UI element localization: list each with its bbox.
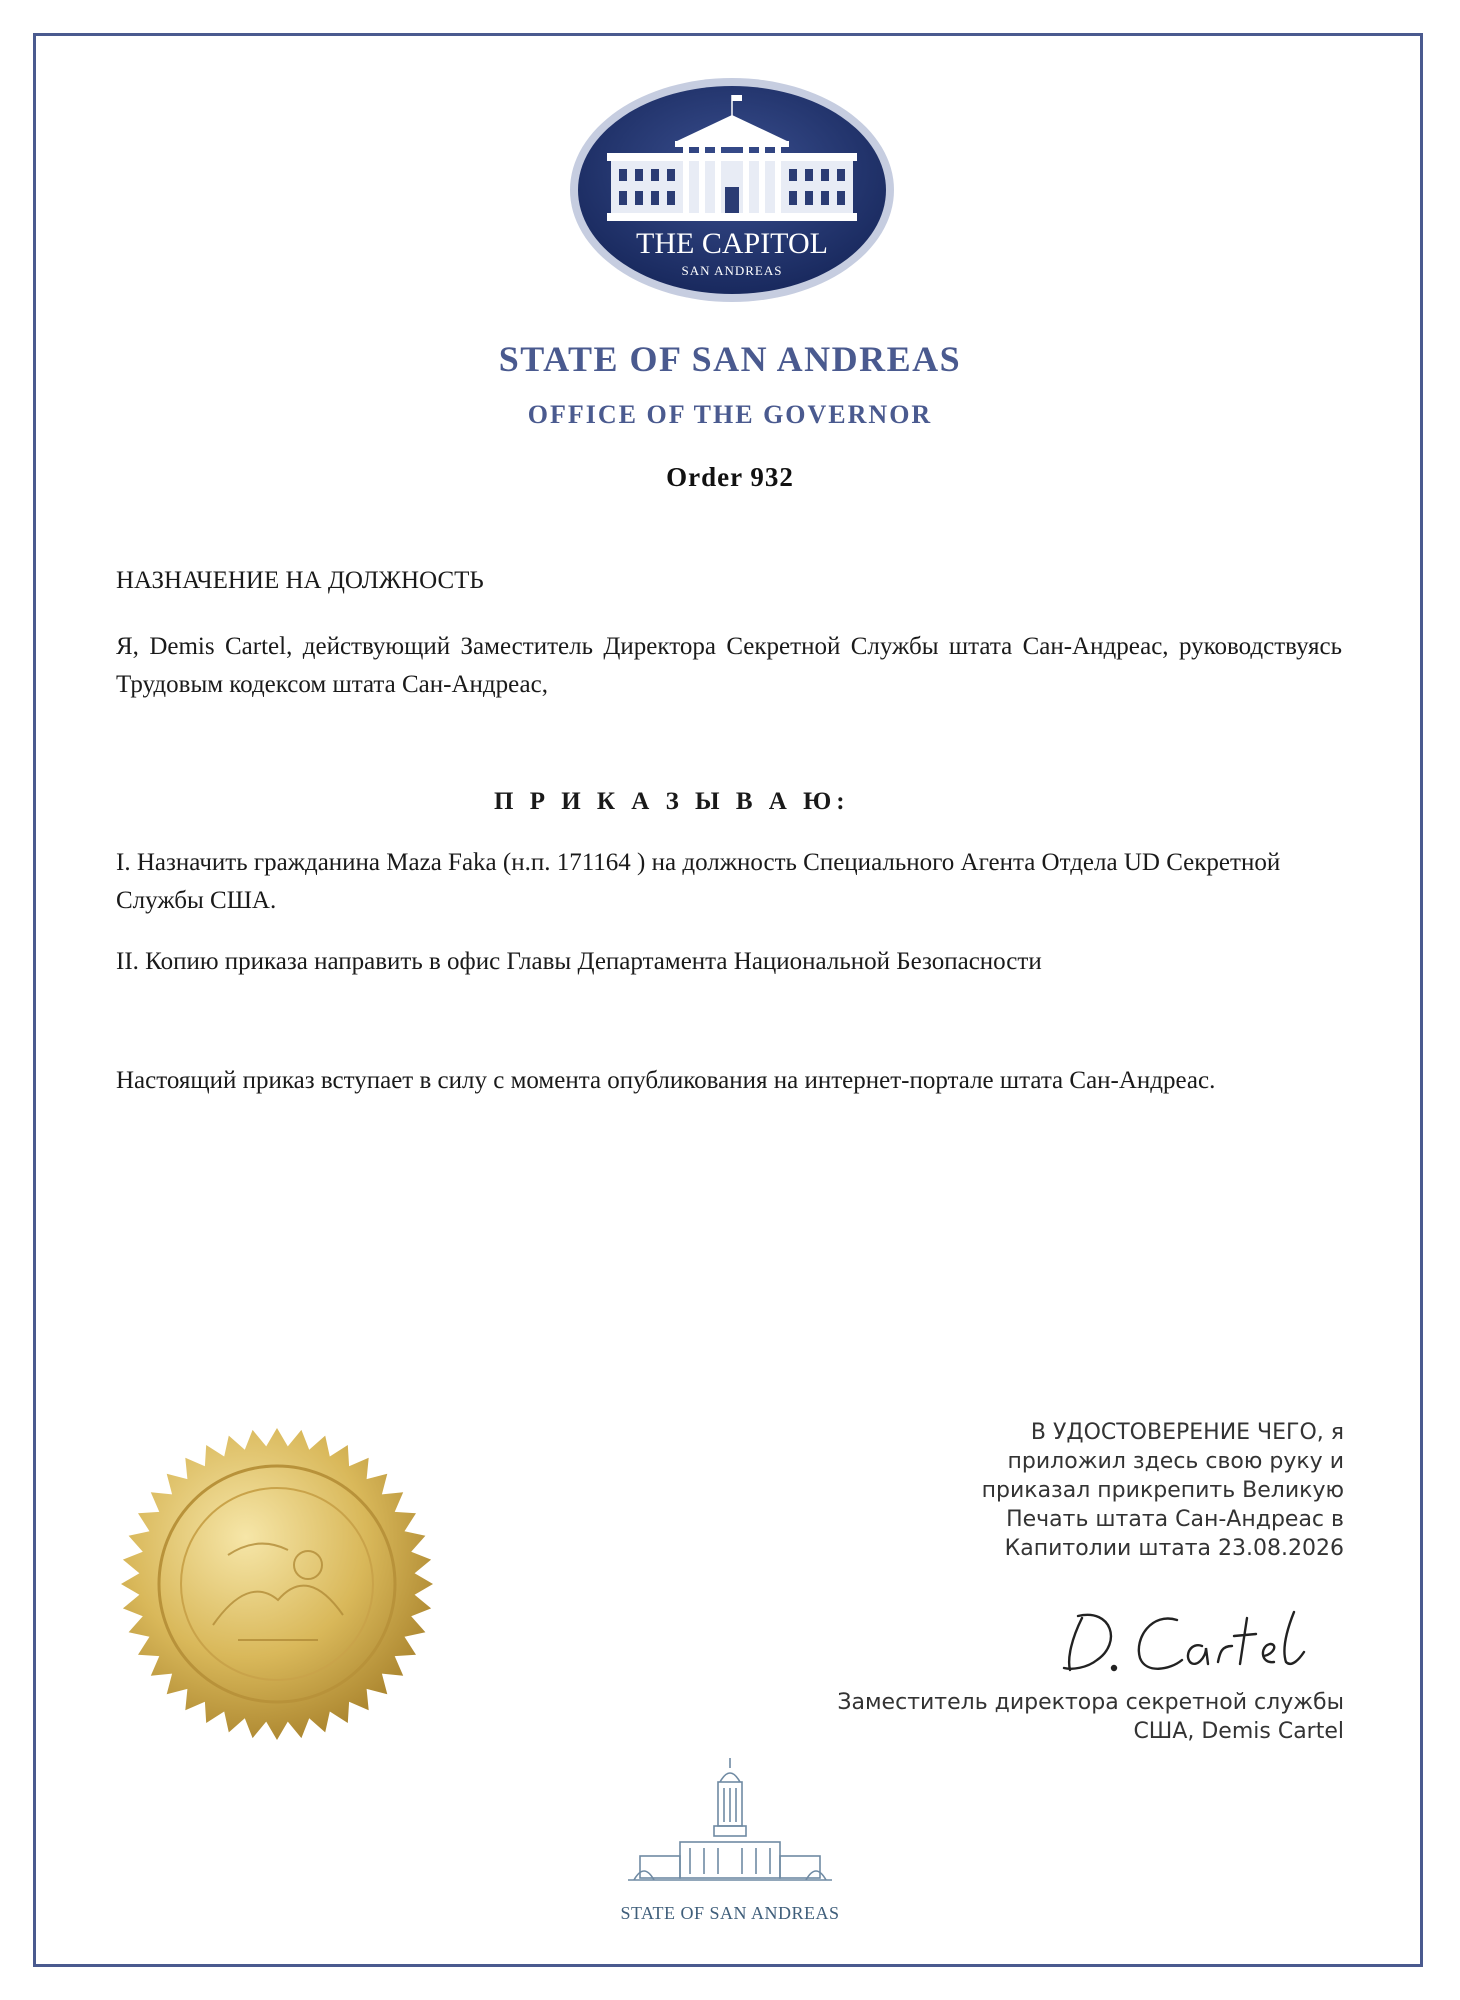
logo-location: SAN ANDREAS [681,263,783,278]
intro-paragraph: Я, Demis Cartel, действующий Заместитель Директора Секретной Службы штата Сан-Андреас, руководствуясь Трудовым кодексом штата Сан-Андреас, [116,633,1342,698]
emblem-caption: STATE OF SAN ANDREAS [620,1903,840,1923]
signer-line: Заместитель директора секретной службы [837,1690,1344,1715]
attestation-text [824,1418,1344,1563]
logo-name: THE CAPITOL [636,227,828,260]
order-subject: НАЗНАЧЕНИЕ НА ДОЛЖНОСТЬ [116,567,484,594]
gold-seal-icon [118,1425,436,1743]
gold-seal [118,1425,436,1743]
signature [1042,1598,1342,1688]
order-item-2: II. Копию приказа направить в офис Главы Департамента Национальной Безопасности [116,948,1042,975]
attestation-line: Печать штата Сан-Андреас в [1006,1507,1344,1532]
effect-paragraph: Настоящий приказ вступает в силу с момента опубликования на интернет-портале штата Сан-Андреас. [116,1067,1216,1094]
state-capitol-tower-icon [620,1752,840,1902]
attestation-line: Капитолии штата 23.08.2026 [1004,1536,1344,1561]
signature-icon [1042,1598,1342,1688]
decree-heading: П Р И К А З Ы В А Ю: [494,788,850,815]
capitol-building-icon [567,75,897,305]
attestation-line: приложил здесь свою руку и [1007,1449,1344,1474]
office-heading: OFFICE OF THE GOVERNOR [527,400,933,429]
capitol-logo [567,75,897,305]
order-item-1: I. Назначить гражданина Maza Faka (н.п. 171164 ) на должность Специального Агента Отдела UD Секретной Службы США. [116,849,1281,914]
signer-title [704,1688,1344,1746]
state-heading: STATE OF SAN ANDREAS [498,339,962,379]
signer-line: США, Demis Cartel [1133,1719,1344,1744]
attestation-line: приказал прикрепить Великую [981,1478,1344,1503]
attestation-line: В УДОСТОВЕРЕНИЕ ЧЕГО, я [1030,1420,1344,1445]
order-number: Order 932 [666,462,794,492]
